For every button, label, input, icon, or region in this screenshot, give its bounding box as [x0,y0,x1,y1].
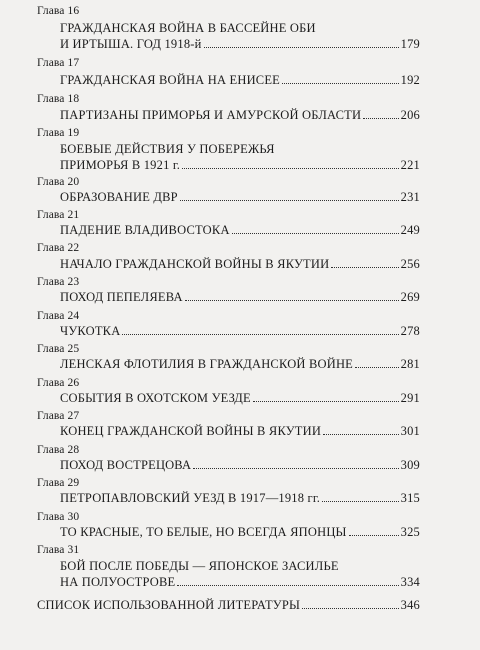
entry-title: ЧУКОТКА [60,324,121,338]
page-number: 231 [400,190,420,204]
toc-entry [60,390,420,406]
toc-entry [60,457,420,473]
dot-leader [182,168,399,169]
entry-title: И ИРТЫША. ГОД 1918-й [60,37,202,51]
toc-entry [60,490,420,506]
page-number: 269 [400,290,420,304]
toc-entry [60,289,420,305]
page-number: 291 [400,391,420,405]
entry-title: БОЕВЫЕ ДЕЙСТВИЯ У ПОБЕРЕЖЬЯ [60,142,275,156]
entry-title: ГРАЖДАНСКАЯ ВОЙНА В БАССЕЙНЕ ОБИ [60,21,316,35]
chapter-label: Глава 20 [37,176,80,188]
page-number: 346 [400,598,420,612]
chapter-label: Глава 29 [37,477,80,489]
toc-entry [60,423,420,439]
page-number: 221 [400,158,420,172]
dot-leader [193,468,398,469]
page-number: 206 [400,108,420,122]
page-number: 315 [400,491,420,505]
dot-leader [177,585,398,586]
dot-leader [323,434,399,435]
chapter-label: Глава 19 [37,127,80,139]
dot-leader [204,47,399,48]
chapter-label: Глава 25 [37,343,80,355]
entry-title: ПОХОД ПЕПЕЛЯЕВА [60,290,183,304]
entry-title: СПИСОК ИСПОЛЬЗОВАННОЙ ЛИТЕРАТУРЫ [37,598,301,612]
toc-entry-bibliography [37,597,420,613]
chapter-label: Глава 17 [37,57,80,69]
dot-leader [253,401,399,402]
toc-entry [60,256,420,272]
dot-leader [331,267,398,268]
entry-title: ПАРТИЗАНЫ ПРИМОРЬЯ И АМУРСКОЙ ОБЛАСТИ [60,108,362,122]
entry-title: ОБРАЗОВАНИЕ ДВР [60,190,178,204]
chapter-label: Глава 21 [37,209,80,221]
chapter-label: Глава 24 [37,310,80,322]
chapter-label: Глава 23 [37,276,80,288]
entry-title: СОБЫТИЯ В ОХОТСКОМ УЕЗДЕ [60,391,251,405]
toc-entry [60,107,420,123]
dot-leader [355,367,399,368]
toc-entry [60,141,420,173]
toc-entry [60,323,420,339]
page-number: 309 [400,458,420,472]
page-number: 256 [400,257,420,271]
toc-entry [60,524,420,540]
entry-title: ПРИМОРЬЯ В 1921 г. [60,158,181,172]
toc-entry [60,222,420,238]
page-number: 301 [400,424,420,438]
chapter-label: Глава 22 [37,242,80,254]
dot-leader [180,200,399,201]
dot-leader [282,83,399,84]
entry-title: ПАДЕНИЕ ВЛАДИВОСТОКА [60,223,230,237]
toc-entry [60,558,420,590]
chapter-label: Глава 30 [37,511,80,523]
page-number: 325 [400,525,420,539]
chapter-label: Глава 31 [37,544,80,556]
page-number: 249 [400,223,420,237]
chapter-label: Глава 16 [37,5,80,17]
entry-title: НА ПОЛУОСТРОВЕ [60,575,176,589]
chapter-label: Глава 18 [37,93,80,105]
chapter-label: Глава 26 [37,377,80,389]
dot-leader [122,334,398,335]
entry-title: БОЙ ПОСЛЕ ПОБЕДЫ — ЯПОНСКОЕ ЗАСИЛЬЕ [60,559,339,573]
entry-title: ЛЕНСКАЯ ФЛОТИЛИЯ В ГРАЖДАНСКОЙ ВОЙНЕ [60,357,354,371]
entry-title: НАЧАЛО ГРАЖДАНСКОЙ ВОЙНЫ В ЯКУТИИ [60,257,330,271]
entry-title: ПЕТРОПАВЛОВСКИЙ УЕЗД В 1917—1918 гг. [60,491,321,505]
dot-leader [363,118,398,119]
entry-title: ПОХОД ВОСТРЕЦОВА [60,458,192,472]
page-number: 179 [400,37,420,51]
page-number: 192 [400,73,420,87]
entry-title: ГРАЖДАНСКАЯ ВОЙНА НА ЕНИСЕЕ [60,73,280,87]
chapter-label: Глава 27 [37,410,80,422]
dot-leader [349,535,399,536]
dot-leader [185,300,399,301]
toc-entry [60,356,420,372]
toc-entry [60,189,420,205]
entry-title: КОНЕЦ ГРАЖДАНСКОЙ ВОЙНЫ В ЯКУТИИ [60,424,322,438]
toc-entry [60,72,420,88]
page-number: 278 [400,324,420,338]
toc-entry [60,20,420,52]
page-number: 281 [400,357,420,371]
dot-leader [322,501,399,502]
dot-leader [302,608,399,609]
entry-title: ТО КРАСНЫЕ, ТО БЕЛЫЕ, НО ВСЕГДА ЯПОНЦЫ [60,525,347,539]
page-number: 334 [400,575,420,589]
dot-leader [232,233,399,234]
chapter-label: Глава 28 [37,444,80,456]
